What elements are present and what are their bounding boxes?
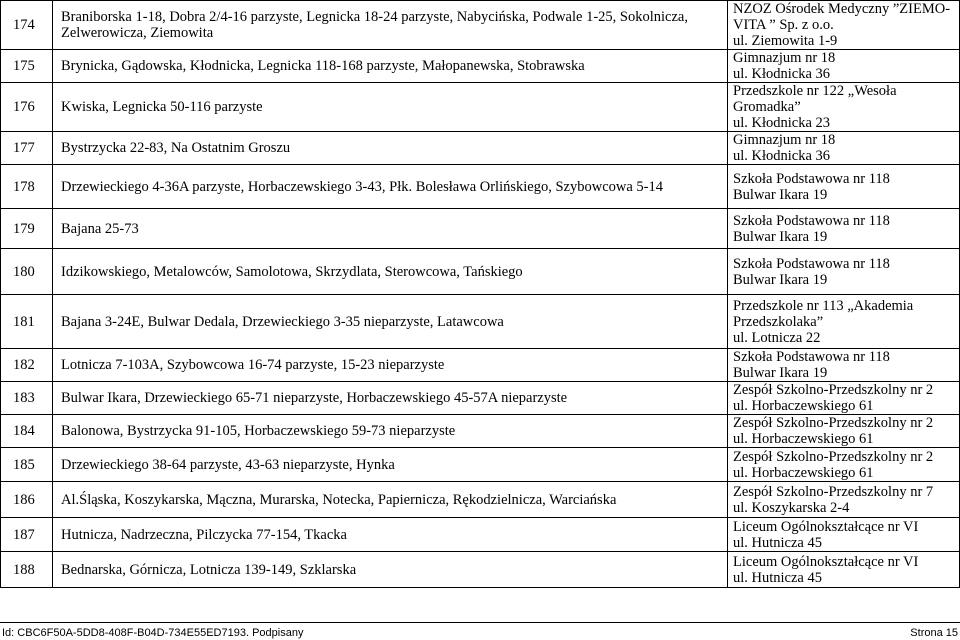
district-streets: Lotnicza 7-103A, Szybowcowa 16-74 parzyste, 15-23 nieparzyste bbox=[53, 349, 728, 382]
district-number: 176 bbox=[1, 83, 53, 132]
district-streets: Kwiska, Legnicka 50-116 parzyste bbox=[53, 83, 728, 132]
table-row bbox=[1, 83, 960, 132]
district-number: 178 bbox=[1, 165, 53, 209]
table-row bbox=[1, 209, 960, 249]
table-row bbox=[1, 448, 960, 482]
polling-station-line: Bulwar Ikara 19 bbox=[733, 271, 828, 288]
polling-station bbox=[728, 132, 960, 165]
page-number: Strona 15 bbox=[910, 627, 958, 639]
district-number: 185 bbox=[1, 448, 53, 482]
polling-station bbox=[728, 518, 960, 552]
district-number: 179 bbox=[1, 209, 53, 249]
polling-station-line: ul. Horbaczewskiego 61 bbox=[733, 464, 874, 481]
district-number: 184 bbox=[1, 415, 53, 448]
polling-station-line: Szkoła Podstawowa nr 118 bbox=[733, 349, 890, 365]
polling-station-line: ul. Horbaczewskiego 61 bbox=[733, 431, 874, 447]
district-number: 181 bbox=[1, 295, 53, 349]
district-streets: Bednarska, Górnicza, Lotnicza 139-149, Szklarska bbox=[53, 552, 728, 588]
district-streets: Balonowa, Bystrzycka 91-105, Horbaczewskiego 59-73 nieparzyste bbox=[53, 415, 728, 448]
polling-station-line: Zespół Szkolno-Przedszkolny nr 7 bbox=[733, 483, 934, 500]
district-number: 180 bbox=[1, 249, 53, 295]
polling-station bbox=[728, 249, 960, 295]
table-row bbox=[1, 132, 960, 165]
district-streets: Al.Śląska, Koszykarska, Mączna, Murarska, Notecka, Papiernicza, Rękodzielnicza, Warciańska bbox=[53, 482, 728, 518]
document-id: Id: CBC6F50A-5DD8-408F-B04D-734E55ED7193. Podpisany bbox=[2, 627, 304, 639]
polling-station-line: Gimnazjum nr 18 bbox=[733, 50, 836, 66]
polling-station-line: ul. Hutnicza 45 bbox=[733, 534, 822, 551]
table-row bbox=[1, 382, 960, 415]
table-row bbox=[1, 1, 960, 50]
district-streets: Bajana 3-24E, Bulwar Dedala, Drzewieckiego 3-35 nieparzyste, Latawcowa bbox=[53, 295, 728, 349]
polling-station-line: Bulwar Ikara 19 bbox=[733, 365, 828, 381]
polling-station bbox=[728, 209, 960, 249]
table-row bbox=[1, 552, 960, 588]
polling-station bbox=[728, 1, 960, 50]
district-number: 183 bbox=[1, 382, 53, 415]
table-row bbox=[1, 482, 960, 518]
district-number: 175 bbox=[1, 50, 53, 83]
district-number: 182 bbox=[1, 349, 53, 382]
district-streets: Idzikowskiego, Metalowców, Samolotowa, Skrzydlata, Sterowcowa, Tańskiego bbox=[53, 249, 728, 295]
polling-station bbox=[728, 482, 960, 518]
table-row bbox=[1, 249, 960, 295]
polling-station bbox=[728, 83, 960, 132]
polling-station-line: Przedszkolaka” bbox=[733, 313, 824, 330]
polling-station bbox=[728, 448, 960, 482]
district-streets: Hutnicza, Nadrzeczna, Pilczycka 77-154, Tkacka bbox=[53, 518, 728, 552]
district-number: 187 bbox=[1, 518, 53, 552]
polling-station-line: ul. Horbaczewskiego 61 bbox=[733, 398, 874, 414]
table-row bbox=[1, 518, 960, 552]
district-streets: Braniborska 1-18, Dobra 2/4-16 parzyste, Legnicka 18-24 parzyste, Nabycińska, Podwale 1-25, Sokolnicza, Zelwerowicza, Ziemowita bbox=[53, 1, 728, 50]
polling-station-line: ul. Kłodnicka 36 bbox=[733, 66, 831, 82]
polling-station-line: Gromadka” bbox=[733, 99, 801, 115]
polling-station bbox=[728, 415, 960, 448]
polling-station-line: Przedszkole nr 122 „Wesoła bbox=[733, 83, 897, 99]
table-row bbox=[1, 50, 960, 83]
polling-station-line: ul. Kłodnicka 23 bbox=[733, 115, 831, 131]
districts-table-body bbox=[1, 1, 960, 588]
district-streets: Drzewieckiego 4-36A parzyste, Horbaczewskiego 3-43, Płk. Bolesława Orlińskiego, Szybowcowa 5-14 bbox=[53, 165, 728, 209]
polling-station-line: Bulwar Ikara 19 bbox=[733, 228, 828, 245]
polling-station-line: ul. Kłodnicka 36 bbox=[733, 148, 831, 164]
district-streets: Bystrzycka 22-83, Na Ostatnim Groszu bbox=[53, 132, 728, 165]
polling-station-line: ul. Ziemowita 1-9 bbox=[733, 33, 838, 49]
page-footer bbox=[0, 622, 960, 640]
district-streets: Bulwar Ikara, Drzewieckiego 65-71 nieparzyste, Horbaczewskiego 45-57A nieparzyste bbox=[53, 382, 728, 415]
polling-station-line: Liceum Ogólnokształcące nr VI bbox=[733, 553, 919, 570]
polling-station-line: Zespół Szkolno-Przedszkolny nr 2 bbox=[733, 382, 934, 398]
polling-station-line: Gimnazjum nr 18 bbox=[733, 132, 836, 148]
district-streets: Brynicka, Gądowska, Kłodnicka, Legnicka 118-168 parzyste, Małopanewska, Stobrawska bbox=[53, 50, 728, 83]
district-number: 177 bbox=[1, 132, 53, 165]
polling-station-line: Bulwar Ikara 19 bbox=[733, 186, 828, 203]
district-number: 174 bbox=[1, 1, 53, 50]
polling-station-line: Szkoła Podstawowa nr 118 bbox=[733, 170, 890, 187]
polling-station-line: Przedszkole nr 113 „Akademia bbox=[733, 297, 914, 314]
polling-station-line: Liceum Ogólnokształcące nr VI bbox=[733, 518, 919, 535]
polling-station-line: Szkoła Podstawowa nr 118 bbox=[733, 255, 890, 272]
polling-station-line: Szkoła Podstawowa nr 118 bbox=[733, 212, 890, 229]
polling-station-line: ul. Lotnicza 22 bbox=[733, 329, 821, 346]
polling-station-line: NZOZ Ośrodek Medyczny ”ZIEMO- bbox=[733, 1, 951, 17]
polling-station-line: ul. Koszykarska 2-4 bbox=[733, 499, 850, 516]
polling-station bbox=[728, 552, 960, 588]
polling-station bbox=[728, 382, 960, 415]
polling-station-line: VITA ” Sp. z o.o. bbox=[733, 17, 834, 33]
table-row bbox=[1, 295, 960, 349]
polling-station-line: ul. Hutnicza 45 bbox=[733, 569, 822, 586]
polling-station bbox=[728, 349, 960, 382]
table-row bbox=[1, 165, 960, 209]
district-streets: Bajana 25-73 bbox=[53, 209, 728, 249]
district-number: 186 bbox=[1, 482, 53, 518]
polling-station bbox=[728, 165, 960, 209]
table-row bbox=[1, 415, 960, 448]
table-row bbox=[1, 349, 960, 382]
district-streets: Drzewieckiego 38-64 parzyste, 43-63 nieparzyste, Hynka bbox=[53, 448, 728, 482]
polling-station-line: Zespół Szkolno-Przedszkolny nr 2 bbox=[733, 448, 934, 465]
polling-station bbox=[728, 295, 960, 349]
polling-station bbox=[728, 50, 960, 83]
district-number: 188 bbox=[1, 552, 53, 588]
polling-station-line: Zespół Szkolno-Przedszkolny nr 2 bbox=[733, 415, 934, 431]
